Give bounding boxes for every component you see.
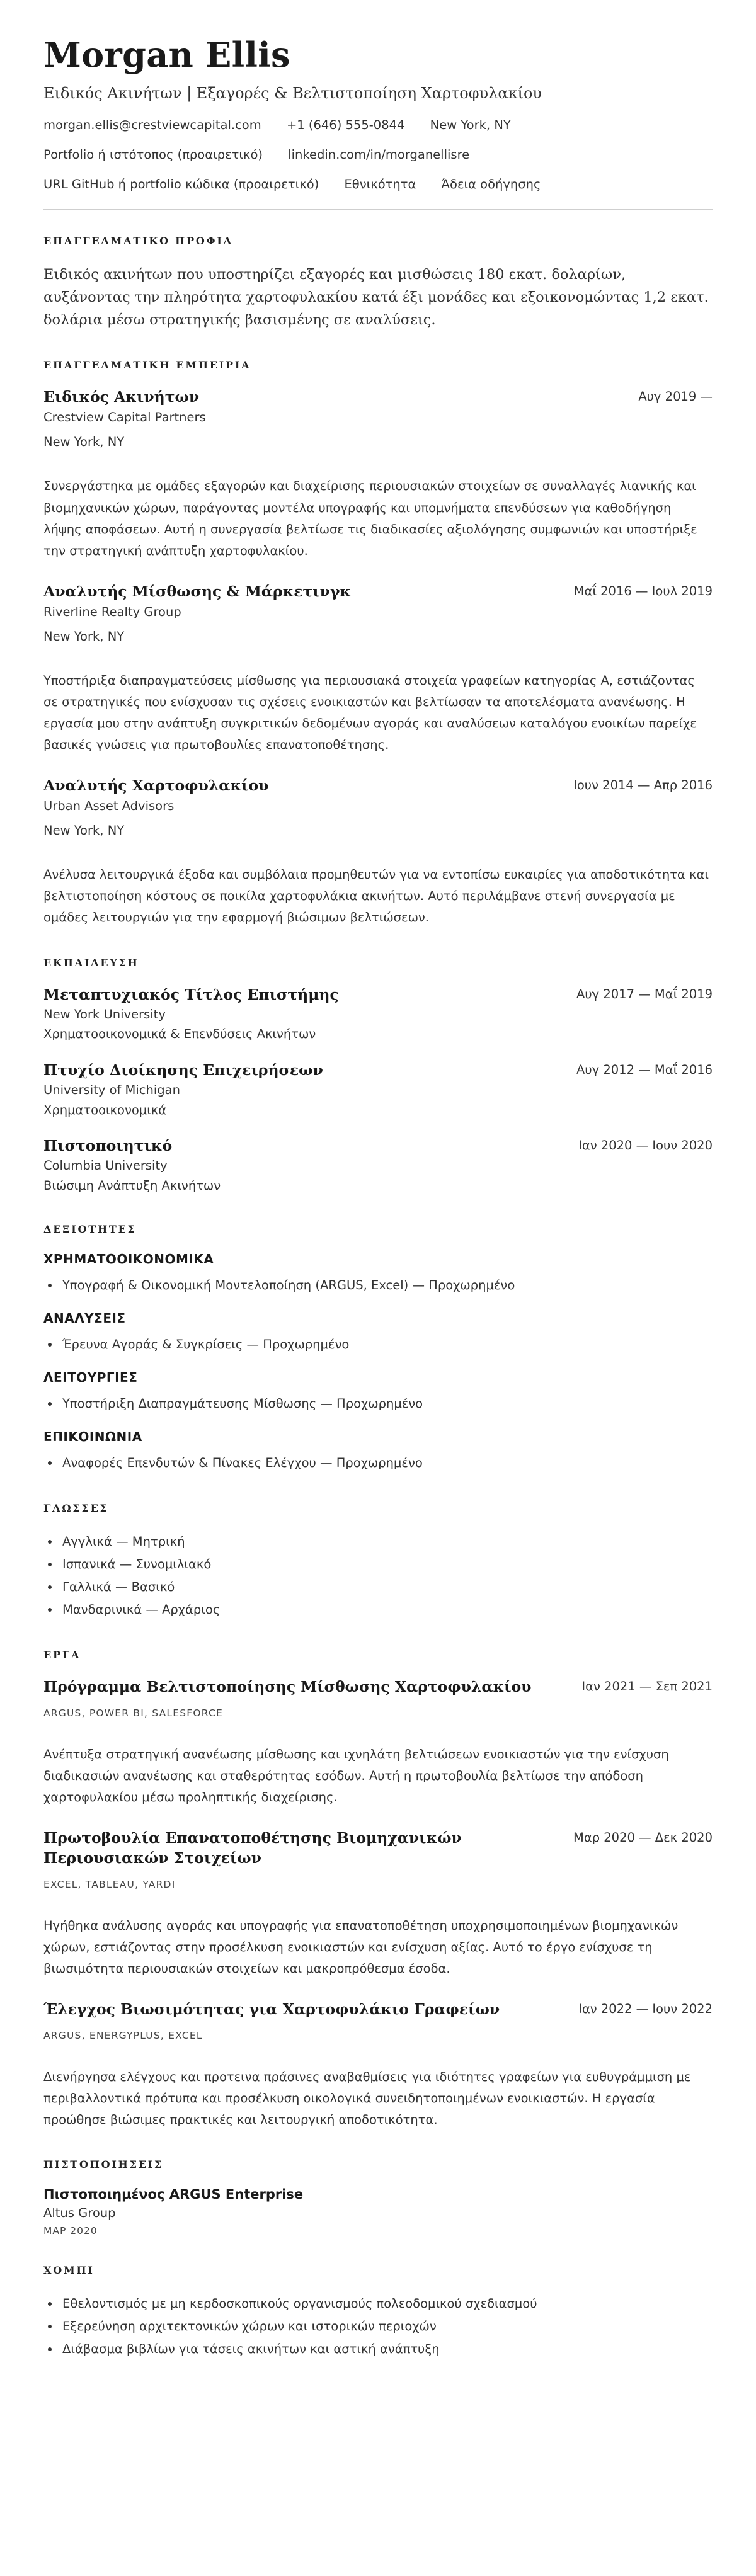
job-location: New York, NY [43, 435, 125, 450]
degree-title: Πτυχίο Διοίκησης Επιχειρήσεων [43, 1061, 323, 1079]
profile-section [43, 235, 713, 331]
job-description: Ανέλυσα λειτουργικά έξοδα και συμβόλαια προμηθευτών για να εντοπίσω ευκαιρίες για αποδοτικότητα και βελτιστοποίηση κόστους σε ποικίλα χαρτοφυλάκια ακινήτων. Αυτό περιλάμβανε στενή συνεργασία με ομάδες λειτουργιών για την εφαρμογή βιώσιμων βελτιώσεων. [43, 867, 709, 925]
experience-heading: ΕΠΑΓΓΕΛΜΑΤΙΚΗ ΕΜΠΕΙΡΙΑ [43, 359, 251, 372]
skill-list [43, 1333, 713, 1356]
hobby-list [43, 2293, 713, 2361]
project-title: Πρόγραμμα Βελτιστοποίησης Μίσθωσης Χαρτοφυλακίου [43, 1678, 532, 1696]
hobby-item: • Εθελοντισμός με μη κερδοσκοπικούς οργανισμούς πολεοδομικού σχεδιασμού [60, 2293, 713, 2315]
education-dates: Αυγ 2012 — Μαΐ 2016 [576, 1062, 713, 1077]
language-item: • Μανδαρινικά — Αρχάριος [60, 1599, 713, 1621]
hobby-item: • Εξερεύνηση αρχιτεκτονικών χώρων και ιστορικών περιοχών [60, 2315, 713, 2338]
education-section [43, 957, 713, 1195]
profile-heading: ΕΠΑΓΓΕΛΜΑΤΙΚΟ ΠΡΟΦΙΛ [43, 235, 233, 248]
experience-entry [43, 387, 713, 561]
skill-group-title: ΑΝΑΛΥΣΕΙΣ [43, 1310, 126, 1326]
license-text: Άδεια οδήγησης [441, 177, 541, 192]
project-title: Έλεγχος Βιωσιμότητας για Χαρτοφυλάκιο Γραφείων [43, 2000, 500, 2019]
job-title: Αναλυτής Μίσθωσης & Μάρκετινγκ [43, 582, 352, 600]
degree-title: Μεταπτυχιακός Τίτλος Επιστήμης [43, 985, 339, 1003]
education-entry [43, 985, 713, 1044]
job-description: Συνεργάστηκα με ομάδες εξαγορών και διαχείρισης περιουσιακών στοιχείων σε συναλλαγές λιανικής και βιομηχανικών χώρων, παράγοντας μοντέλα υπογραφής και υπομνήματα επενδύσεων για καθοδήγηση λήψης αποφάσεων. Αυτή η συνεργασία βελτίωσε τις διαδικασίες αξιολόγησης συμφωνιών και υποστήριξε την στρατηγική ανάπτυξη χαρτοφυλακίου. [43, 479, 697, 558]
school-name: University of Michigan [43, 1083, 180, 1098]
project-entry [43, 2000, 713, 2131]
job-dates: Μαΐ 2016 — Ιουλ 2019 [573, 583, 713, 598]
project-description: Ηγήθηκα ανάλυσης αγοράς και υπογραφής για επανατοποθέτηση υποχρησιμοποιημένων βιομηχανικών χώρων, εστιάζοντας στην προσέλκυση ενοικιαστών και ενίσχυση αξίας. Αυτό το έργο ενίσχυσε τη βιωσιμότητα περιουσιακών στοιχείων και μακροπρόθεσμα έσοδα. [43, 1918, 679, 1976]
contact-row-3 [43, 176, 713, 193]
project-tech: ARGUS, ENERGYPLUS, EXCEL [43, 2029, 203, 2041]
job-description: Υποστήριξα διαπραγματεύσεις μίσθωσης για περιουσιακά στοιχεία γραφείων κατηγορίας Α, εστιάζοντας σε στρατηγικές που ενίσχυσαν τις σχέσεις ενοικιαστών και βελτίωσαν τα αποτελέσματα ανανέωσης. Η εργασία μου στην ανάπτυξη συγκριτικών δεδομένων αγοράς και αναλύσεων καταλόγου ενοικίων παρείχε βασικές γνώσεις για πρωτοβουλίες επανατοποθέτησης. [43, 673, 697, 753]
languages-section [43, 1502, 713, 1621]
language-item: • Αγγλικά — Μητρική [60, 1530, 713, 1553]
skill-group-title: ΕΠΙΚΟΙΝΩΝΙΑ [43, 1429, 142, 1445]
project-title: Πρωτοβουλία Επανατοποθέτησης Βιομηχανικών Περιουσιακών Στοιχείων [43, 1829, 462, 1867]
skill-list [43, 1452, 713, 1474]
experience-section [43, 359, 713, 928]
hobbies-heading: ΧΟΜΠΙ [43, 2264, 94, 2277]
skill-item: • Υποστήριξη Διαπραγμάτευσης Μίσθωσης — Προχωρημένο [60, 1393, 713, 1415]
hobbies-section [43, 2264, 713, 2361]
education-dates: Αυγ 2017 — Μαΐ 2019 [576, 986, 713, 1001]
phone-number: +1 (646) 555-0844 [286, 117, 405, 132]
job-title: Αναλυτής Χαρτοφυλακίου [43, 777, 269, 795]
linkedin-link[interactable]: linkedin.com/in/morganellisre [288, 147, 470, 162]
contact-row-1 [43, 117, 713, 134]
company-name: Urban Asset Advisors [43, 799, 175, 813]
profile-summary: Ειδικός ακινήτων που υποστηρίζει εξαγορές και μισθώσεις 180 εκατ. δολαρίων, αυξάνοντας την πληρότητα χαρτοφυλακίου κατά έξι μονάδες και εξοικονομώντας 1,2 εκατ. δολάρια μέσω στρατηγικής βασισμένης σε αναλύσεις. [43, 266, 709, 329]
certification-issuer: Altus Group [43, 2206, 116, 2221]
company-name: Crestview Capital Partners [43, 410, 206, 425]
contact-row-2 [43, 146, 713, 163]
location-text: New York, NY [430, 117, 511, 132]
skill-list [43, 1274, 713, 1297]
project-description: Διενήργησα ελέγχους και προτεινα πράσινες αναβαθμίσεις για ιδιότητες γραφείων για ευθυγράμμιση με περιβαλλοντικά πρότυπα και προσέλκυση οικολογικά συνειδητοποιημένων ενοικιαστών. Η εργασία προώθησε βιώσιμες πρακτικές και λειτουργική αποδοτικότητα. [43, 2069, 691, 2128]
skill-item: • Υπογραφή & Οικονομική Μοντελοποίηση (ARGUS, Excel) — Προχωρημένο [60, 1274, 713, 1297]
skills-heading: ΔΕΞΙΟΤΗΤΕΣ [43, 1222, 137, 1235]
project-dates: Ιαν 2021 — Σεπ 2021 [581, 1679, 713, 1694]
field-of-study: Βιώσιμη Ανάπτυξη Ακινήτων [43, 1178, 221, 1193]
certifications-section [43, 2158, 713, 2237]
job-dates: Αυγ 2019 — [638, 389, 713, 404]
school-name: Columbia University [43, 1158, 168, 1173]
experience-entry [43, 582, 713, 756]
project-entry [43, 1677, 713, 1808]
degree-title: Πιστοποιητικό [43, 1136, 173, 1154]
skill-item: • Αναφορές Επενδυτών & Πίνακες Ελέγχου — Προχωρημένο [60, 1452, 713, 1474]
hobby-item: • Διάβασμα βιβλίων για τάσεις ακινήτων και αστική ανάπτυξη [60, 2338, 713, 2361]
field-of-study: Χρηματοοικονομικά & Επενδύσεις Ακινήτων [43, 1027, 316, 1042]
candidate-name: Morgan Ellis [43, 35, 290, 75]
certifications-heading: ΠΙΣΤΟΠΟΙΗΣΕΙΣ [43, 2158, 164, 2171]
project-dates: Μαρ 2020 — Δεκ 2020 [573, 1830, 713, 1845]
job-dates: Ιουν 2014 — Απρ 2016 [573, 778, 713, 793]
skill-group-title: ΧΡΗΜΑΤΟΟΙΚΟΝΟΜΙΚΑ [43, 1251, 214, 1267]
language-item: • Γαλλικά — Βασικό [60, 1576, 713, 1599]
project-dates: Ιαν 2022 — Ιουν 2022 [578, 2002, 713, 2017]
candidate-headline: Ειδικός Ακινήτων | Εξαγορές & Βελτιστοποίηση Χαρτοφυλακίου [43, 84, 542, 103]
skill-list [43, 1393, 713, 1415]
language-list [43, 1530, 713, 1621]
email-link[interactable]: morgan.ellis@crestviewcapital.com [43, 117, 261, 132]
education-entry [43, 1136, 713, 1195]
resume-header [43, 37, 713, 193]
field-of-study: Χρηματοοικονομικά [43, 1102, 167, 1117]
skills-section [43, 1223, 713, 1474]
school-name: New York University [43, 1007, 166, 1022]
project-description: Ανέπτυξα στρατηγική ανανέωσης μίσθωσης και ιχνηλάτη βελτιώσεων ενοικιαστών για την ενίσχυση διαδικασιών ανανέωσης και σταθερότητας εσόδων. Αυτή η πρωτοβουλία βελτίωσε την απόδοση χαρτοφυλακίου μέσω προληπτικής διαχείρισης. [43, 1747, 669, 1805]
projects-section [43, 1649, 713, 2131]
project-tech: EXCEL, TABLEAU, YARDI [43, 1878, 176, 1890]
languages-heading: ΓΛΩΣΣΕΣ [43, 1502, 109, 1515]
job-location: New York, NY [43, 823, 125, 838]
company-name: Riverline Realty Group [43, 604, 181, 619]
nationality-text: Εθνικότητα [344, 177, 416, 192]
language-item: • Ισπανικά — Συνομιλιακό [60, 1553, 713, 1576]
job-location: New York, NY [43, 629, 125, 644]
portfolio-link[interactable]: Portfolio ή ιστότοπος (προαιρετικό) [43, 147, 263, 162]
github-link[interactable]: URL GitHub ή portfolio κώδικα (προαιρετικό) [43, 177, 319, 192]
projects-heading: ΕΡΓΑ [43, 1649, 81, 1661]
certification-date: ΜΑΡ 2020 [43, 2225, 98, 2237]
skill-item: • Έρευνα Αγοράς & Συγκρίσεις — Προχωρημένο [60, 1333, 713, 1356]
project-tech: ARGUS, POWER BI, SALESFORCE [43, 1707, 223, 1719]
certification-name: Πιστοποιημένος ARGUS Enterprise [43, 2187, 304, 2203]
project-entry [43, 1828, 713, 1980]
education-entry [43, 1061, 713, 1120]
skill-group-title: ΛΕΙΤΟΥΡΓΙΕΣ [43, 1369, 138, 1385]
job-title: Ειδικός Ακινήτων [43, 388, 200, 406]
header-divider [43, 209, 713, 210]
education-dates: Ιαν 2020 — Ιουν 2020 [578, 1137, 713, 1153]
education-heading: ΕΚΠΑΙΔΕΥΣΗ [43, 956, 139, 969]
experience-entry [43, 776, 713, 928]
